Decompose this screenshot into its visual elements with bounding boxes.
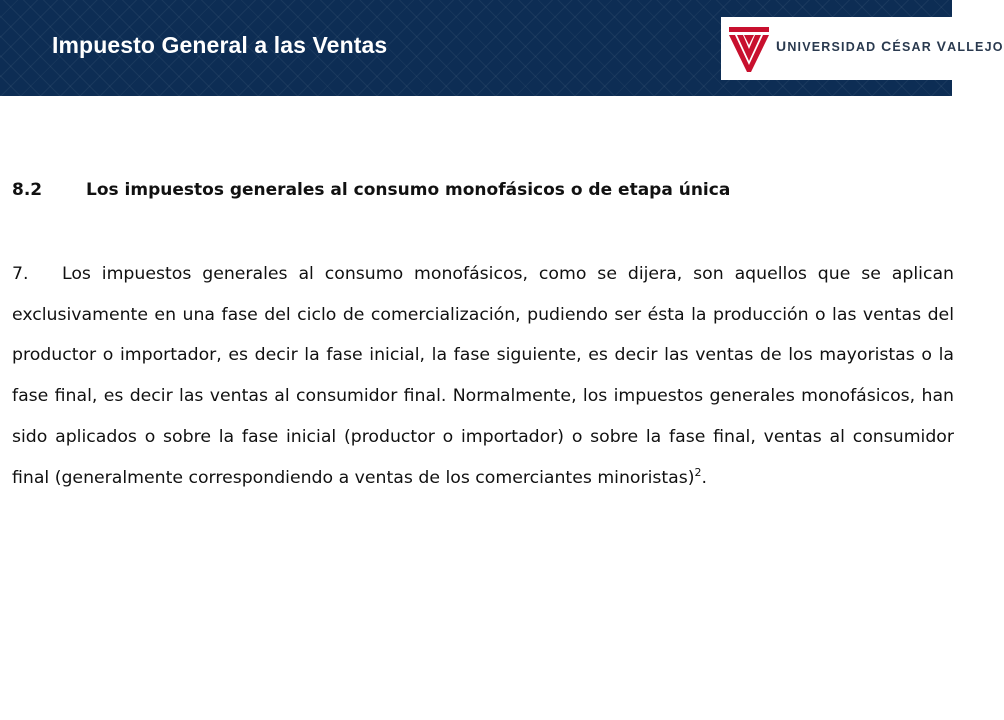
- section-title: Los impuestos generales al consumo monofásicos o de etapa única: [86, 180, 731, 200]
- footnote-reference: 2: [694, 465, 702, 479]
- body-paragraph: [12, 254, 954, 498]
- header-banner: [0, 0, 1004, 96]
- section-heading: [12, 180, 730, 200]
- paragraph-text: Los impuestos generales al consumo monofásicos, como se dijera, son aquellos que se aplican exclusivamente en una fase del ciclo de comercialización, pudiendo ser ésta la producción o las ventas del productor o importador, es decir la fase inicial, la fase siguiente, es decir las ventas de los mayoristas o la fase final, es decir las ventas al consumidor final. Normalmente, los impuestos generales monofásicos, han sido aplicados o sobre la fase inicial (productor o importador) o sobre la fase final, ventas al consumidor final (generalmente correspondiendo a ventas de los comerciantes minoristas): [12, 264, 954, 488]
- university-logo-text: UNIVERSIDAD CÉSAR VALLEJO: [776, 38, 1004, 54]
- slide-title: Impuesto General a las Ventas: [52, 32, 388, 58]
- section-number: 8.2: [12, 180, 43, 200]
- university-crest-icon: [727, 25, 771, 73]
- university-logo: [721, 17, 1004, 80]
- paragraph-end: .: [701, 467, 708, 488]
- paragraph-number: 7.: [12, 264, 29, 284]
